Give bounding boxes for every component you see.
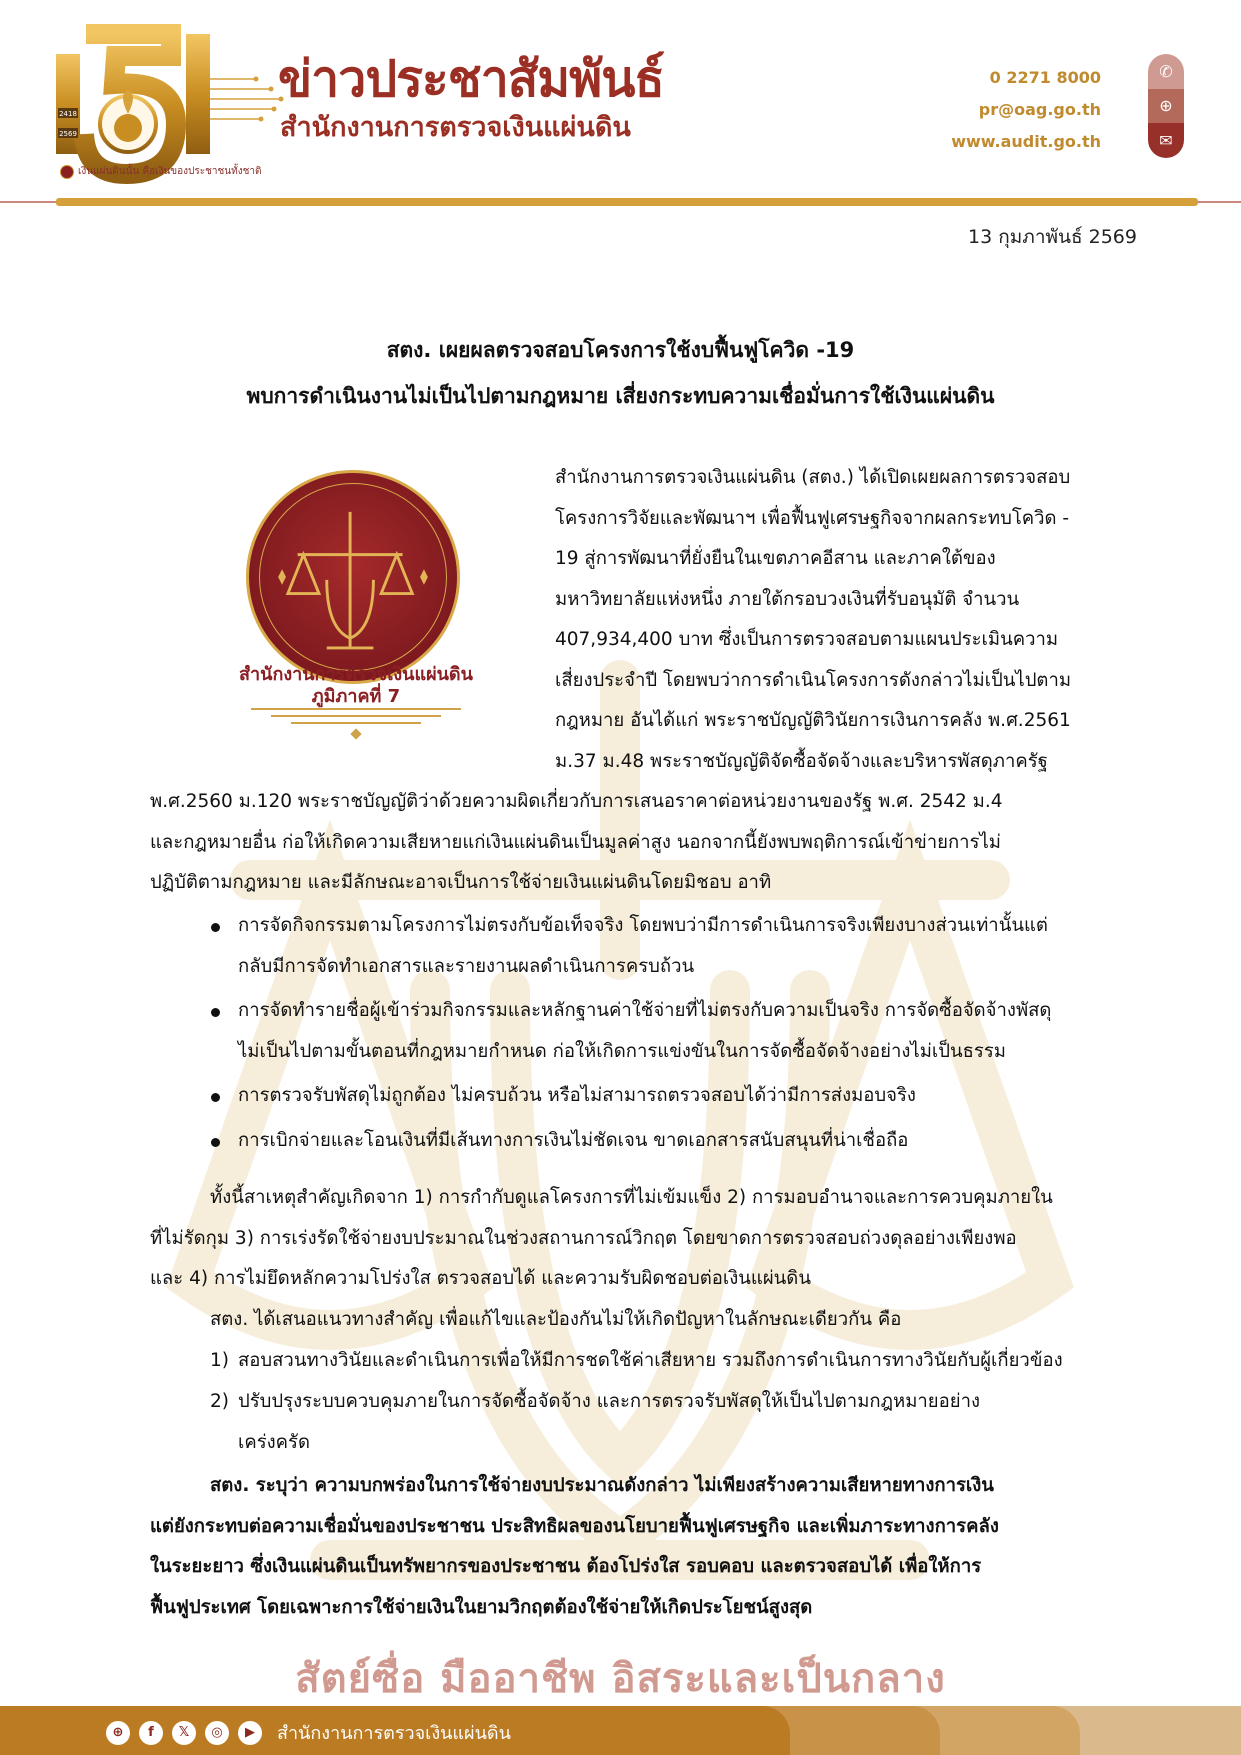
brand-subtitle: สำนักงานการตรวจเงินแผ่นดิน <box>280 112 631 143</box>
intro-paragraph <box>555 458 1135 782</box>
text-line: เคร่งครัด <box>238 1431 310 1453</box>
contact-icons <box>1148 54 1184 158</box>
text-line: และ 4) การไม่ยึดหลักความโปร่งใส ตรวจสอบได้ และความรับผิดชอบต่อเงินแผ่นดิน <box>150 1268 811 1289</box>
tagline-text: เงินแผ่นดินนั้น คือเงินของประชาชนทั้งชาติ <box>78 166 262 177</box>
intro-continuation <box>150 782 1135 904</box>
text-line: 19 สู่การพัฒนาที่ยั่งยืนในเขตภาคอีสาน และภาคใต้ของ <box>555 548 996 569</box>
text-line: และกฎหมายอื่น ก่อให้เกิดความเสียหายแก่เงินแผ่นดินเป็นมูลค่าสูง นอกจากนี้ยังพบพฤติการณ์เข้าข่ายการไม่ <box>150 831 1001 853</box>
motto: สัตย์ซื่อ มืออาชีพ อิสระและเป็นกลาง <box>295 1656 946 1702</box>
anniversary-logo-icon <box>56 24 286 184</box>
text-line: การจัดกิจกรรมตามโครงการไม่ตรงกับข้อเท็จจริง โดยพบว่ามีการดำเนินการจริงเพียงบางส่วนเท่านั้นแต่ <box>238 915 1048 936</box>
mail-icon: ✉ <box>1148 123 1184 158</box>
globe-icon: ⊕ <box>1148 89 1184 124</box>
youtube-icon[interactable]: ▶ <box>238 1721 262 1745</box>
tagline <box>60 164 262 179</box>
oag-seal-icon <box>246 470 460 684</box>
bullet-icon <box>211 1093 220 1102</box>
finding-item-4 <box>238 1121 1135 1162</box>
finding-item-2 <box>238 991 1135 1072</box>
brand-title: ข่าวประชาสัมพันธ์ <box>278 50 664 108</box>
header-rule-gold <box>56 198 1198 206</box>
contact-email[interactable]: pr@oag.go.th <box>978 100 1101 119</box>
contact-list <box>951 62 1101 158</box>
seal-org-line-1: สำนักงานการตรวจเงินแผ่นดิน <box>239 664 473 685</box>
text-line: ไม่เป็นไปตามขั้นตอนที่กฎหมายกำหนด ก่อให้เกิดการแข่งขันในการจัดซื้อจัดจ้างอย่างไม่เป็นธรรม <box>238 1040 1006 1062</box>
text-line: โครงการวิจัยและพัฒนาฯ เพื่อฟื้นฟูเศรษฐกิจจากผลกระทบโควิด - <box>555 507 1070 529</box>
text-line: ม.37 ม.48 พระราชบัญญัติจัดซื้อจัดจ้างและบริหารพัสดุภาครัฐ <box>555 750 1048 772</box>
text-line: สำนักงานการตรวจเงินแผ่นดิน (สตง.) ได้เปิดเผยผลการตรวจสอบ <box>555 467 1071 488</box>
text-line: 407,934,400 บาท ซึ่งเป็นการตรวจสอบตามแผนประเมินความ <box>555 629 1059 650</box>
recommendation-item-2 <box>238 1382 1135 1463</box>
finding-item-1 <box>238 906 1135 987</box>
headline-line-1: สตง. เผยผลตรวจสอบโครงการใช้งบฟื้นฟูโควิด -19 <box>386 338 855 362</box>
footer-bar <box>0 1706 1241 1755</box>
text-line: ปรับปรุงระบบควบคุมภายในการจัดซื้อจัดจ้าง และการตรวจรับพัสดุให้เป็นไปตามกฎหมายอย่าง <box>238 1391 980 1412</box>
causes-paragraph <box>150 1178 1135 1300</box>
text-line: ทั้งนี้สาเหตุสำคัญเกิดจาก 1) การกำกับดูแลโครงการที่ไม่เข้มแข็ง 2) การมอบอำนาจและการควบคุมภายใน <box>210 1187 1053 1208</box>
facebook-icon[interactable]: f <box>139 1721 163 1745</box>
bullet-icon <box>211 1008 220 1017</box>
seal-org-line-2: ภูมิภาคที่ 7 <box>311 686 401 707</box>
social-links <box>106 1718 511 1747</box>
footer-org-name: สำนักงานการตรวจเงินแผ่นดิน <box>277 1723 511 1744</box>
document-date: 13 กุมภาพันธ์ 2569 <box>968 226 1137 248</box>
text-line: สอบสวนทางวินัยและดำเนินการเพื่อให้มีการชดใช้ค่าเสียหาย รวมถึงการดำเนินการทางวินัยกับผู้เกี่ยวข้อง <box>238 1350 1063 1371</box>
rec-number: 1) <box>210 1350 229 1371</box>
contact-phone[interactable]: 0 2271 8000 <box>989 68 1101 87</box>
text-line: การจัดทำรายชื่อผู้เข้าร่วมกิจกรรมและหลักฐานค่าใช้จ่ายที่ไม่ตรงกับความเป็นจริง การจัดซื้อจัดจ้างพัสดุ <box>238 1000 1052 1021</box>
recommend-intro <box>210 1300 1135 1341</box>
text-line: เสี่ยงประจำปี โดยพบว่าการดำเนินโครงการดังกล่าวไม่เป็นไปตาม <box>555 669 1072 691</box>
text-line: การตรวจรับพัสดุไม่ถูกต้อง ไม่ครบถ้วน หรือไม่สามารถตรวจสอบได้ว่ามีการส่งมอบจริง <box>238 1085 916 1106</box>
rec-number: 2) <box>210 1391 229 1412</box>
globe-icon[interactable]: ⊕ <box>106 1721 130 1745</box>
svg-text:2569: 2569 <box>59 130 77 138</box>
text-line: สตง. ระบุว่า ความบกพร่องในการใช้จ่ายงบประมาณดังกล่าว ไม่เพียงสร้างความเสียหายทางการเงิน <box>210 1475 994 1496</box>
seal-org-name <box>226 664 486 708</box>
mini-seal-icon <box>60 165 74 179</box>
text-line: ปฏิบัติตามกฎหมาย และมีลักษณะอาจเป็นการใช้จ่ายเงินแผ่นดินโดยมิชอบ อาทิ <box>150 872 772 893</box>
svg-text:2418: 2418 <box>59 110 77 118</box>
x-icon[interactable]: 𝕏 <box>172 1721 196 1745</box>
text-line: มหาวิทยาลัยแห่งหนึ่ง ภายใต้กรอบวงเงินที่รับอนุมัติ จำนวน <box>555 588 1020 610</box>
seal-divider <box>226 708 486 743</box>
phone-icon: ✆ <box>1148 54 1184 89</box>
finding-item-3 <box>238 1076 1135 1117</box>
headline-line-2: พบการดำเนินงานไม่เป็นไปตามกฎหมาย เสี่ยงกระทบความเชื่อมั่นการใช้เงินแผ่นดิน <box>246 384 995 408</box>
text-line: กฎหมาย อันได้แก่ พระราชบัญญัติวินัยการเงินการคลัง พ.ศ.2561 <box>555 710 1071 731</box>
text-line: ในระยะยาว ซึ่งเงินแผ่นดินเป็นทรัพยากรของประชาชน ต้องโปร่งใส รอบคอบ และตรวจสอบได้ เพื่อให้การ <box>150 1556 982 1577</box>
conclusion-paragraph <box>150 1466 1135 1628</box>
instagram-icon[interactable]: ◎ <box>205 1721 229 1745</box>
text-line: การเบิกจ่ายและโอนเงินที่มีเส้นทางการเงินไม่ชัดเจน ขาดเอกสารสนับสนุนที่น่าเชื่อถือ <box>238 1130 909 1151</box>
text-line: กลับมีการจัดทำเอกสารและรายงานผลดำเนินการครบถ้วน <box>238 955 695 977</box>
bullet-icon <box>211 1138 220 1147</box>
text-line: ฟื้นฟูประเทศ โดยเฉพาะการใช้จ่ายเงินในยามวิกฤตต้องใช้จ่ายให้เกิดประโยชน์สูงสุด <box>150 1596 813 1618</box>
recommendation-item-1 <box>238 1341 1135 1382</box>
text-line: พ.ศ.2560 ม.120 พระราชบัญญัติว่าด้วยความผิดเกี่ยวกับการเสนอราคาต่อหน่วยงานของรัฐ พ.ศ. 2542 ม.4 <box>150 791 1003 812</box>
text-line: ที่ไม่รัดกุม 3) การเร่งรัดใช้จ่ายงบประมาณในช่วงสถานการณ์วิกฤต โดยขาดการตรวจสอบถ่วงดุลอย่างเพียงพอ <box>150 1227 1017 1249</box>
contact-website[interactable]: www.audit.go.th <box>951 132 1101 151</box>
text-line: สตง. ได้เสนอแนวทางสำคัญ เพื่อแก้ไขและป้องกันไม่ให้เกิดปัญหาในลักษณะเดียวกัน คือ <box>210 1309 902 1330</box>
text-line: แต่ยังกระทบต่อความเชื่อมั่นของประชาชน ประสิทธิผลของนโยบายฟื้นฟูเศรษฐกิจ และเพิ่มภาระทางการคลัง <box>150 1515 999 1537</box>
bullet-icon <box>211 923 220 932</box>
